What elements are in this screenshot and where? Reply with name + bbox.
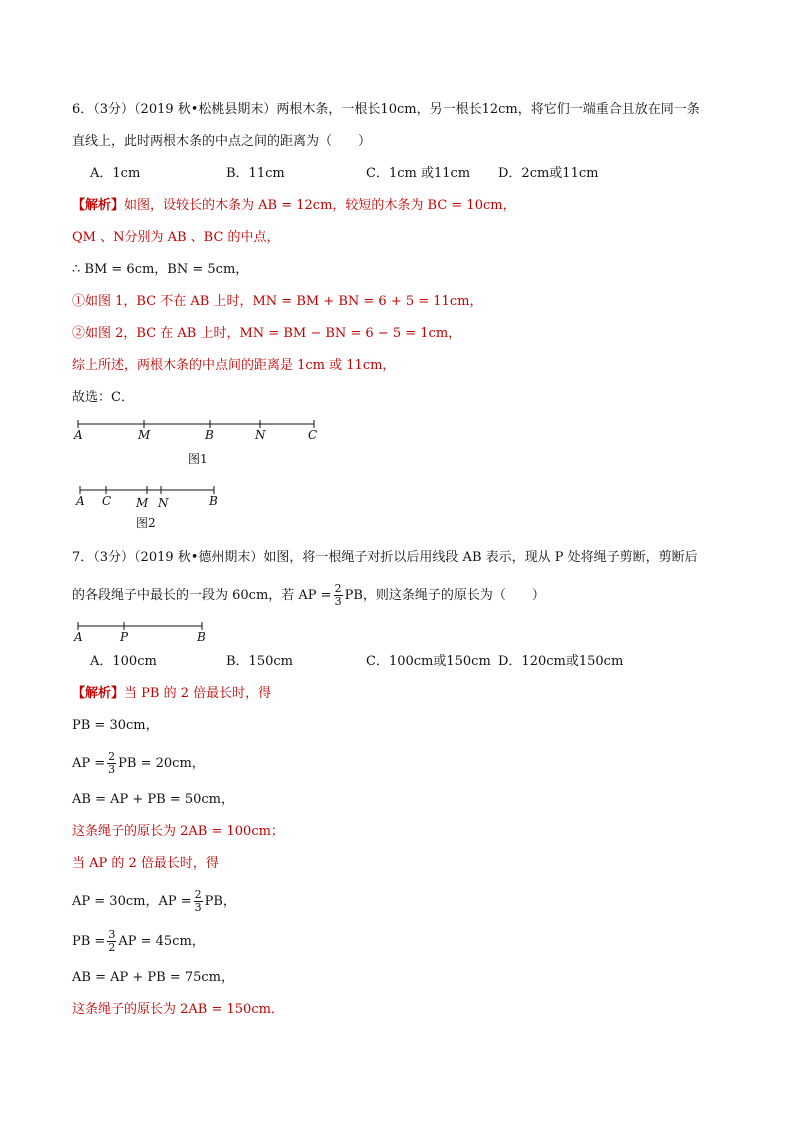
fig1-label-m: M	[138, 428, 151, 442]
q7-option-a: A．100cm	[90, 654, 157, 669]
q7-figure	[70, 619, 220, 647]
q6-option-d: D．2cm或11cm	[498, 166, 599, 181]
q6-summary: 综上所述，两根木条的中点间的距离是 1cm 或 11cm，	[72, 358, 396, 373]
q6-case-2: ②如图 2，BC 在 AB 上时，MN = BM − BN = 6 − 5 = 1cm，	[72, 326, 462, 341]
fig2-caption: 图2	[136, 516, 156, 530]
q6-figure-1	[70, 415, 330, 447]
q6-step-2: ∴ BM = 6cm，BN = 5cm，	[72, 262, 249, 277]
q6-answer: 故选：C．	[72, 390, 134, 405]
q7-stem-line1: 7．（3分）（2019 秋•德州期末）如图，将一根绳子对折以后用线段 AB 表示，现从 P 处将绳子剪断，剪断后	[72, 550, 698, 565]
fig2-label-n: N	[158, 496, 169, 510]
q6-step-1: QM 、N分别为 AB 、BC 的中点，	[72, 230, 280, 245]
q7-fig-label-b: B	[197, 630, 206, 644]
q7-stem-line2	[72, 583, 545, 608]
q6-option-b: B．11cm	[226, 166, 285, 181]
q7-step-1: PB = 30cm，	[72, 718, 159, 733]
fig2-label-c: C	[102, 494, 112, 508]
fig2-label-b: B	[209, 494, 218, 508]
q6-options	[90, 165, 710, 183]
q7-step-2-fraction	[107, 751, 116, 776]
q7-step-8: AB = AP + PB = 75cm，	[72, 970, 234, 985]
q7-option-b: B．150cm	[226, 654, 293, 669]
q7-options	[90, 653, 710, 671]
q7-step-7-post: AP = 45cm，	[118, 934, 205, 949]
q7-analysis-first	[72, 685, 271, 703]
q7-step-7-fraction	[107, 929, 116, 954]
q7-analysis-tag: 【解析】	[72, 686, 125, 701]
q6-stem-line2: 直线上，此时两根木条的中点之间的距离为（ ）	[72, 134, 372, 149]
q7-step-2-pre: AP =	[72, 756, 106, 771]
q6-analysis-first	[72, 197, 516, 215]
fig1-label-a: A	[74, 428, 83, 442]
q7-step-2-post: PB = 20cm，	[118, 756, 205, 771]
q6-case-1: ①如图 1，BC 不在 AB 上时，MN = BM + BN = 6 + 5 = 11cm，	[72, 294, 483, 309]
q7-step-6-fraction	[194, 889, 203, 914]
q7-step-7-pre: PB =	[72, 934, 106, 949]
q7-stem-line2-post: PB，则这条绳子的原长为（ ）	[344, 588, 545, 603]
q7-stem-frac-den: 3	[334, 595, 342, 608]
q7-step-6-num: 2	[194, 888, 202, 901]
q7-step-7-den: 2	[108, 941, 116, 954]
q6-analysis-text: 如图，设较长的木条为 AB = 12cm，较短的木条为 BC = 10cm，	[124, 198, 516, 213]
q6-option-a: A．1cm	[90, 166, 141, 181]
fig1-caption: 图1	[188, 452, 208, 466]
q7-step-7-num: 3	[108, 928, 116, 941]
q7-step-6-den: 3	[194, 901, 202, 914]
fig1-label-n: N	[255, 428, 266, 442]
q7-step-4: 这条绳子的原长为 2AB = 100cm；	[72, 824, 284, 839]
q7-stem-frac-num: 2	[334, 582, 342, 595]
fig1-label-b: B	[205, 428, 214, 442]
q6-stem-line1: 6．（3分）（2019 秋•松桃县期末）两根木条，一根长10cm，另一根长12cm，将它们一端重合且放在同一条	[72, 102, 700, 117]
q7-step-5: 当 AP 的 2 倍最长时，得	[72, 856, 219, 871]
q7-step-2-num: 2	[108, 750, 116, 763]
fig2-label-a: A	[76, 494, 85, 508]
q7-step-6-post: PB，	[204, 894, 236, 909]
q7-step-3: AB = AP + PB = 50cm，	[72, 792, 234, 807]
q7-step-2-den: 3	[108, 763, 116, 776]
q7-option-c: C．100cm或150cm	[366, 654, 491, 669]
fig2-label-m: M	[136, 496, 149, 510]
fig1-label-c: C	[308, 428, 318, 442]
q7-analysis-text: 当 PB 的 2 倍最长时，得	[124, 686, 272, 701]
q7-step-6-pre: AP = 30cm，AP =	[72, 894, 192, 909]
q6-figure-2	[72, 481, 232, 513]
q7-step-7	[72, 929, 205, 954]
q7-step-9: 这条绳子的原长为 2AB = 150cm．	[72, 1002, 284, 1017]
q7-step-6	[72, 889, 236, 914]
q6-analysis-tag: 【解析】	[72, 198, 125, 213]
q7-fig-label-a: A	[74, 630, 83, 644]
q6-option-c: C．1cm 或11cm	[366, 166, 471, 181]
q7-step-2	[72, 751, 205, 776]
q7-stem-line2-pre: 的各段绳子中最长的一段为 60cm，若 AP =	[72, 588, 332, 603]
q7-option-d: D．120cm或150cm	[498, 654, 624, 669]
q7-fig-label-p: P	[120, 630, 129, 644]
q7-stem-fraction	[334, 583, 343, 608]
